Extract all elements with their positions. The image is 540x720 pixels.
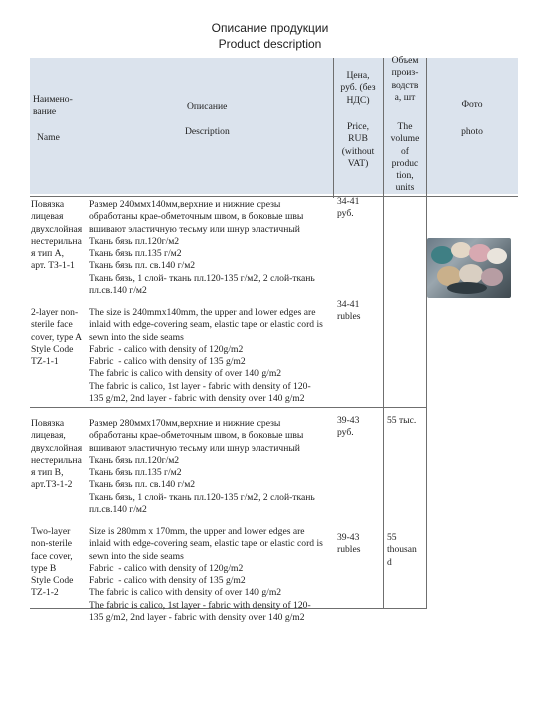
title-en: Product description [218, 37, 322, 51]
row-name: Two-layer non-sterile face cover, type B Style Code TZ-1-2 [31, 526, 74, 599]
face-cover-shape [431, 246, 453, 264]
header-photo-ru: Фото [461, 99, 483, 110]
header-volume-ru: Объем произ- водств а, шт [391, 55, 419, 103]
header-name-en: Name [37, 132, 60, 143]
face-cover-shape [451, 242, 471, 258]
face-cover-shape [487, 248, 507, 264]
face-cover-shape [459, 264, 483, 284]
header-price-en: Price, RUB (without VAT) [341, 121, 375, 169]
face-cover-shape [481, 268, 503, 286]
row-name: 2-layer non- sterile face cover, type A Style Code TZ-1-1 [31, 307, 83, 368]
header-desc-ru: Описание [187, 101, 228, 112]
row-name: Повязка лицевая двухслойная нестерильна я тип А, арт. ТЗ-1-1 [31, 199, 83, 272]
row-description: Размер 280ммх170мм,верхние и нижние срезы обработаны крае-обметочным швом, в боковые швы вшивают эластичную тесьму или шнур эластичный Ткань бязь пл.120г/м2 Ткань бязь пл.135 г/м2 Ткань бязь пл. св.140 г/м2 Ткань бязь, 1 слой- ткань пл.120-135 г/м2, 2 слой-ткань пл.св.140 г/м2 [89, 418, 315, 516]
vertical-divider [426, 58, 427, 608]
row-price: 39-43 rubles [337, 532, 361, 556]
face-cover-shape [447, 282, 487, 294]
row-description: Размер 240ммх140мм,верхние и нижние срезы обработаны крае-обметочным швом, в боковые швы вшивают эластичную тесьму или шнур эластичный Ткань бязь пл.120г/м2 Ткань бязь пл.135 г/м2 Ткань бязь пл. св.140 г/м2 Ткань бязь, 1 слой- ткань пл.120-135 г/м2, 2 слой-ткань пл.св.140 г/м2 [89, 199, 315, 297]
row-volume: 55 тыс. [387, 415, 417, 426]
row-description: The size is 240mmx140mm, the upper and lower edges are inlaid with edge-covering seam, elastic tape or elastic cord is sewn into the side seams Fabric - calico with density of 120g/m2 Fabric - calico with density of 135 g/m2 The fabric is calico with density of over 140 g/m2 The fabric is calico, 1st layer - fabric with density of 120- 135 g/m2, 2nd layer - fabric with density over 140 g/m2 [89, 307, 323, 405]
row-volume: 55 thousan d [387, 532, 417, 568]
horizontal-divider [30, 196, 518, 197]
product-photo [427, 238, 511, 298]
horizontal-divider [30, 407, 427, 408]
row-description: Size is 280mm x 170mm, the upper and lower edges are inlaid with edge-covering seam, elastic tape or elastic cord is sewn into the side seams Fabric - calico with density of 120g/m2 Fabric - calico with density of 135 g/m2 The fabric is calico with density of over 140 g/m2 The fabric is calico, 1st layer - fabric with density of 120- 135 g/m2, 2nd layer - fabric with density over 140 g/m2 [89, 526, 323, 624]
header-name-ru: Наимено- вание [33, 94, 73, 118]
header-volume-en: The volume of produc tion, units [390, 121, 420, 194]
header-price-ru: Цена, руб. (без НДС) [340, 70, 376, 106]
header-desc-en: Description [185, 126, 230, 137]
row-price: 34-41 руб. [337, 196, 360, 220]
header-photo-en: photo [461, 126, 483, 137]
row-name: Повязка лицевая, двухслойная нестерильна я тип В, арт.ТЗ-1-2 [31, 418, 83, 491]
row-price: 39-43 руб. [337, 415, 360, 439]
row-price: 34-41 rubles [337, 299, 361, 323]
title-ru: Описание продукции [211, 21, 329, 35]
